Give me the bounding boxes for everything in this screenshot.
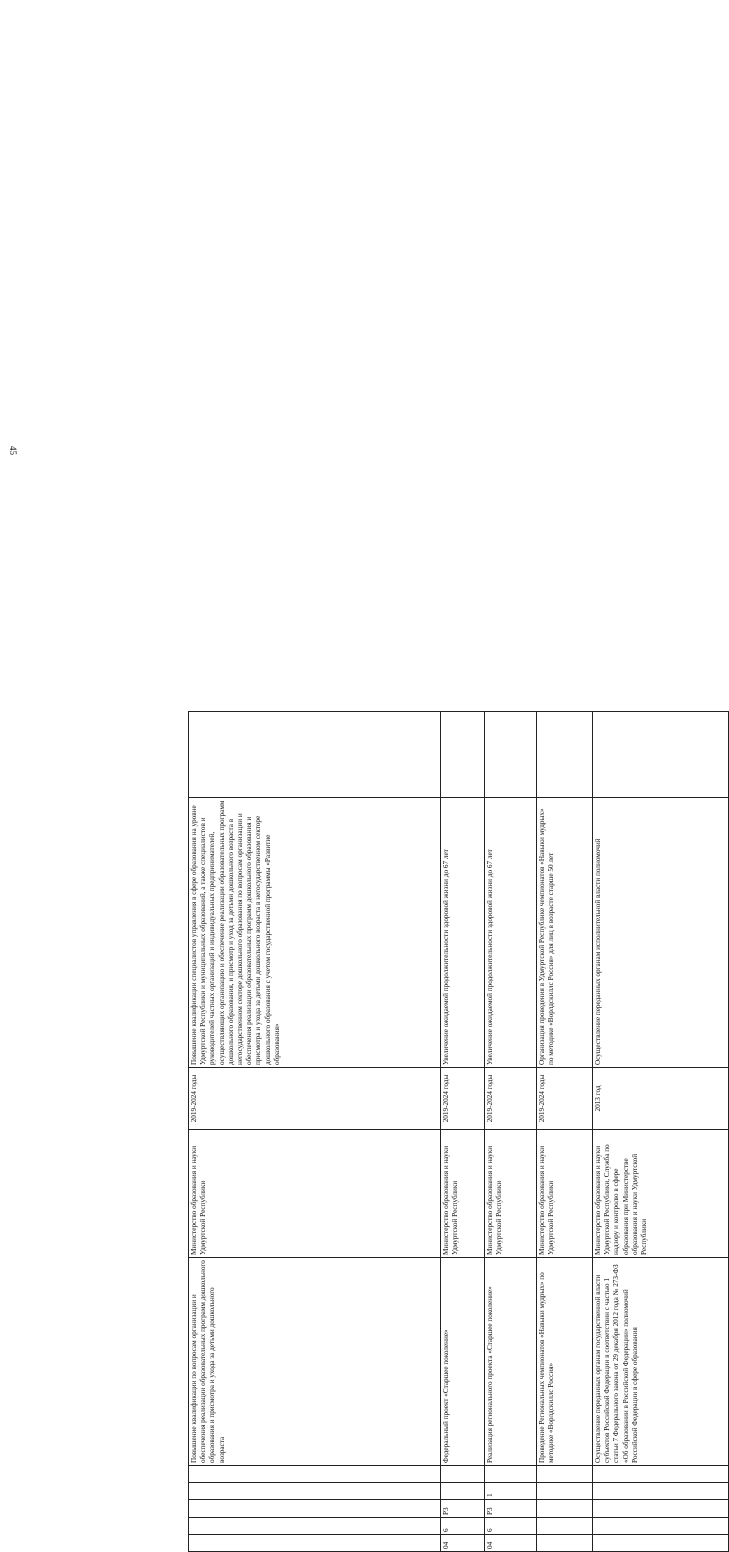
period: 2019-2024 годы: [537, 1068, 593, 1130]
indicator: [593, 712, 729, 798]
period: 2019-2024 годы: [441, 1068, 485, 1130]
period: 2019-2024 годы: [189, 1068, 441, 1130]
code-m: 1: [485, 1483, 537, 1500]
rotated-page: [188, 732, 728, 1552]
code-sub: [593, 1466, 729, 1483]
code-sp: [537, 1518, 593, 1535]
code-m: [189, 1483, 441, 1500]
expected-result: Осуществление переданных органам исполнительной власти полномочий: [593, 798, 729, 1068]
table-row: [537, 712, 593, 1552]
code-sub: [441, 1466, 485, 1483]
table-row: [593, 712, 729, 1552]
code-gp: [593, 1535, 729, 1552]
measure-name: Реализация регионального проекта «Старшее поколение»: [485, 1258, 537, 1466]
code-sp: 6: [441, 1518, 485, 1535]
indicator: [537, 712, 593, 798]
executor: Министерство образования и науки Удмуртской Республики: [537, 1130, 593, 1258]
measures-table: [188, 711, 729, 1552]
period: 2013 год: [593, 1068, 729, 1130]
period: 2019-2024 годы: [485, 1068, 537, 1130]
table-row: [441, 712, 485, 1552]
code-sub: [189, 1466, 441, 1483]
executor: Министерство образования и науки Удмуртской Республики: [441, 1130, 485, 1258]
measure-name: Федеральный проект «Старшее поколение»: [441, 1258, 485, 1466]
indicator: [485, 712, 537, 798]
code-sub: [537, 1466, 593, 1483]
code-om: Р3: [441, 1500, 485, 1518]
code-m: [593, 1483, 729, 1500]
measure-name: Повышение квалификации по вопросам организации и обеспечения реализации образовательных программ дошкольного образования и присмотра и ухода за детьми дошкольного возраста: [189, 1258, 441, 1466]
expected-result: Повышение квалификации специалистов управления в сфере образования на уровне Удмуртской Республики и муниципальных образований, а также специалистов и руководителей частных организаций и индивидуальных предпринимателей, осуществляющих организацию и обеспечение реализации образовательных программ дошкольного образования, и присмотр и уход за детьми дошкольного возраста в негосударственном секторе дошкольного образования по вопросам организации и обеспечения реализации образовательных программ дошкольного образования и присмотра и ухода за детьми дошкольного возраста в негосударственном секторе дошкольного образования с учетом государственной программы «Развитие образования»: [189, 798, 441, 1068]
expected-result: Увеличение ожидаемой продолжительности здоровой жизни до 67 лет: [485, 798, 537, 1068]
table-row: [189, 712, 441, 1552]
executor: Министерство образования и науки Удмуртской Республики: [189, 1130, 441, 1258]
code-gp: [537, 1535, 593, 1552]
table-row: [485, 712, 537, 1552]
executor: Министерство образования и науки Удмуртской Республики: [485, 1130, 537, 1258]
code-m: [537, 1483, 593, 1500]
indicator: [189, 712, 441, 798]
code-gp: [189, 1535, 441, 1552]
code-gp: 04: [441, 1535, 485, 1552]
code-sp: 6: [485, 1518, 537, 1535]
code-om: [593, 1500, 729, 1518]
expected-result: Увеличение ожидаемой продолжительности здоровой жизни до 67 лет: [441, 798, 485, 1068]
measure-name: Осуществление переданных органам государственной власти субъектов Российской Федерации в соответствии с частью 1 статьи 7 Федерального закона от 29 декабря 2012 года № 273-ФЗ «Об образовании в Российской Федерации» полномочий Российской Федерации в сфере образования: [593, 1258, 729, 1466]
indicator: [441, 712, 485, 798]
code-om: [189, 1500, 441, 1518]
code-gp: 04: [485, 1535, 537, 1552]
page-number: 45: [8, 446, 18, 455]
code-om: Р3: [485, 1500, 537, 1518]
measure-name: Проведение Региональных чемпионатов «Навыки мудрых» по методике «Ворлдскиллс Россия»: [537, 1258, 593, 1466]
code-om: [537, 1500, 593, 1518]
code-sp: [189, 1518, 441, 1535]
code-sub: [485, 1466, 537, 1483]
code-m: [441, 1483, 485, 1500]
code-sp: [593, 1518, 729, 1535]
expected-result: Организация проведения в Удмуртской Республике чемпионатов «Навыки мудрых» по методике «Ворлдскиллс Россия» для лиц в возрасте старше 50 лет: [537, 798, 593, 1068]
executor: Министерство образования и науки Удмуртской Республики, Служба по надзору и контролю в сфере образования при Министерстве образования и науки Удмуртской Республики: [593, 1130, 729, 1258]
